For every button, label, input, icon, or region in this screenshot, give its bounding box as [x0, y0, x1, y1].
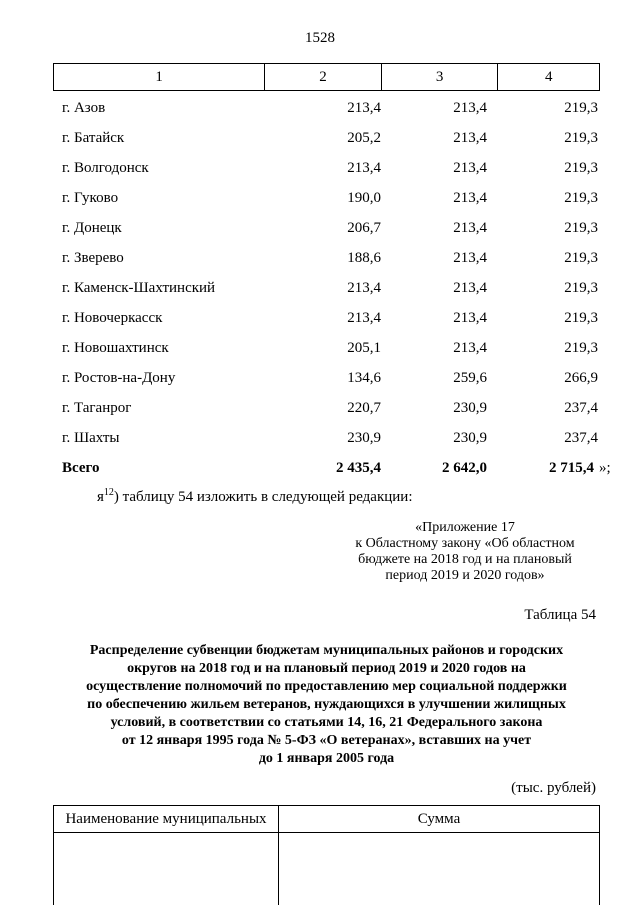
row-value-col3: 213,4: [453, 340, 487, 356]
row-name: г. Донецк: [62, 220, 122, 236]
amendment-prefix: я: [97, 489, 104, 505]
row-value-col4: 219,3: [564, 130, 598, 146]
row-value-col3: 230,9: [453, 400, 487, 416]
title-line: осуществление полномочий по предоставлению мер социальной поддержки: [86, 679, 567, 694]
row-value-col4: 219,3: [564, 190, 598, 206]
amendment-sup: 12: [103, 487, 114, 498]
row-value-col3: 213,4: [453, 280, 487, 296]
row-value-col3: 213,4: [453, 310, 487, 326]
table1-header-col1: 1: [54, 64, 265, 90]
amendment-line: [97, 487, 413, 506]
total-value-col3: 2 642,0: [442, 460, 487, 476]
table-number: Таблица 54: [524, 607, 596, 623]
title-line: до 1 января 2005 года: [258, 751, 395, 766]
table2-header-name: Наименование муниципальных: [54, 806, 279, 832]
title-line: по обеспечению жильем ветеранов, нуждающихся в улучшении жилищных: [87, 697, 566, 712]
table1-header-col4: 4: [544, 68, 553, 85]
row-value-col4: 219,3: [564, 160, 598, 176]
row-value-col4: 219,3: [564, 250, 598, 266]
amendment-text: ) таблицу 54 изложить в следующей редакции:: [113, 489, 413, 505]
table-row: [53, 250, 600, 270]
row-value-col2: 230,9: [347, 430, 381, 446]
row-name: г. Зверево: [62, 250, 124, 266]
annex-line: «Приложение 17: [415, 520, 515, 535]
row-value-col2: 205,1: [347, 340, 381, 356]
row-name: г. Новочеркасск: [62, 310, 163, 326]
table-row: [53, 400, 600, 420]
row-value-col4: 219,3: [564, 280, 598, 296]
table-row: [53, 430, 600, 450]
table1-header-row: [53, 63, 600, 91]
table-row: [53, 190, 600, 210]
row-value-col2: 220,7: [347, 400, 381, 416]
total-value-col4: 2 715,4: [549, 460, 594, 476]
table-title: [53, 642, 600, 768]
title-line: условий, в соответствии со статьями 14, 16, 21 Федерального закона: [110, 715, 543, 730]
title-line: Распределение субвенции бюджетам муниципальных районов и городских: [89, 643, 564, 658]
table-row: [53, 160, 600, 180]
annex-line: к Областному закону «Об областном: [355, 536, 575, 551]
units-label: (тыс. рублей): [511, 780, 596, 796]
table2-border-left: [53, 833, 54, 905]
row-value-col2: 134,6: [347, 370, 381, 386]
row-value-col2: 213,4: [347, 310, 381, 326]
table2-border-right: [599, 833, 600, 905]
table-row: [53, 310, 600, 330]
table-row: [53, 100, 600, 120]
row-value-col4: 219,3: [564, 100, 598, 116]
table-row: [53, 220, 600, 240]
row-value-col4: 219,3: [564, 310, 598, 326]
table1-header-col2: 2: [265, 64, 382, 90]
table2-header-sum: Сумма: [417, 810, 461, 827]
row-value-col4: 237,4: [564, 400, 598, 416]
row-value-col2: 205,2: [347, 130, 381, 146]
row-value-col2: 213,4: [347, 280, 381, 296]
total-label: Всего: [62, 460, 100, 476]
row-value-col3: 230,9: [453, 430, 487, 446]
table-row: [53, 130, 600, 150]
row-name: г. Шахты: [62, 430, 120, 446]
table1-total-row: [53, 460, 600, 480]
row-value-col4: 237,4: [564, 430, 598, 446]
row-name: г. Новошахтинск: [62, 340, 169, 356]
row-name: г. Гуково: [62, 190, 119, 206]
row-value-col2: 188,6: [347, 250, 381, 266]
row-name: г. Таганрог: [62, 400, 132, 416]
row-value-col2: 206,7: [347, 220, 381, 236]
row-value-col3: 213,4: [453, 190, 487, 206]
row-value-col3: 259,6: [453, 370, 487, 386]
row-name: г. Каменск-Шахтинский: [62, 280, 216, 296]
table-row: [53, 370, 600, 390]
row-value-col3: 213,4: [453, 100, 487, 116]
table1-header-col3: 3: [382, 64, 499, 90]
row-value-col3: 213,4: [453, 160, 487, 176]
row-name: г. Азов: [62, 100, 106, 116]
table-row: [53, 340, 600, 360]
page-number: 1528: [305, 30, 335, 46]
title-line: округов на 2018 год и на плановый период 2019 и 2020 годов на: [127, 661, 526, 676]
row-value-col3: 213,4: [453, 130, 487, 146]
row-value-col4: 266,9: [564, 370, 598, 386]
row-value-col3: 213,4: [453, 220, 487, 236]
row-value-col4: 219,3: [564, 220, 598, 236]
row-value-col2: 213,4: [347, 160, 381, 176]
row-value-col3: 213,4: [453, 250, 487, 266]
row-value-col2: 213,4: [347, 100, 381, 116]
table-row: [53, 280, 600, 300]
annex-line: период 2019 и 2020 годов»: [385, 568, 545, 583]
annex-reference: [330, 520, 600, 584]
annex-line: бюджете на 2018 год и на плановый: [358, 552, 572, 567]
row-name: г. Волгодонск: [62, 160, 149, 176]
table1-closing-quote: »;: [599, 460, 611, 476]
table2-header-row: [53, 805, 600, 833]
row-value-col4: 219,3: [564, 340, 598, 356]
row-value-col2: 190,0: [347, 190, 381, 206]
title-line: от 12 января 1995 года № 5-ФЗ «О ветеранах», вставших на учет: [121, 733, 532, 748]
total-value-col2: 2 435,4: [336, 460, 381, 476]
row-name: г. Ростов-на-Дону: [62, 370, 176, 386]
row-name: г. Батайск: [62, 130, 125, 146]
table2-border-mid: [278, 833, 279, 905]
